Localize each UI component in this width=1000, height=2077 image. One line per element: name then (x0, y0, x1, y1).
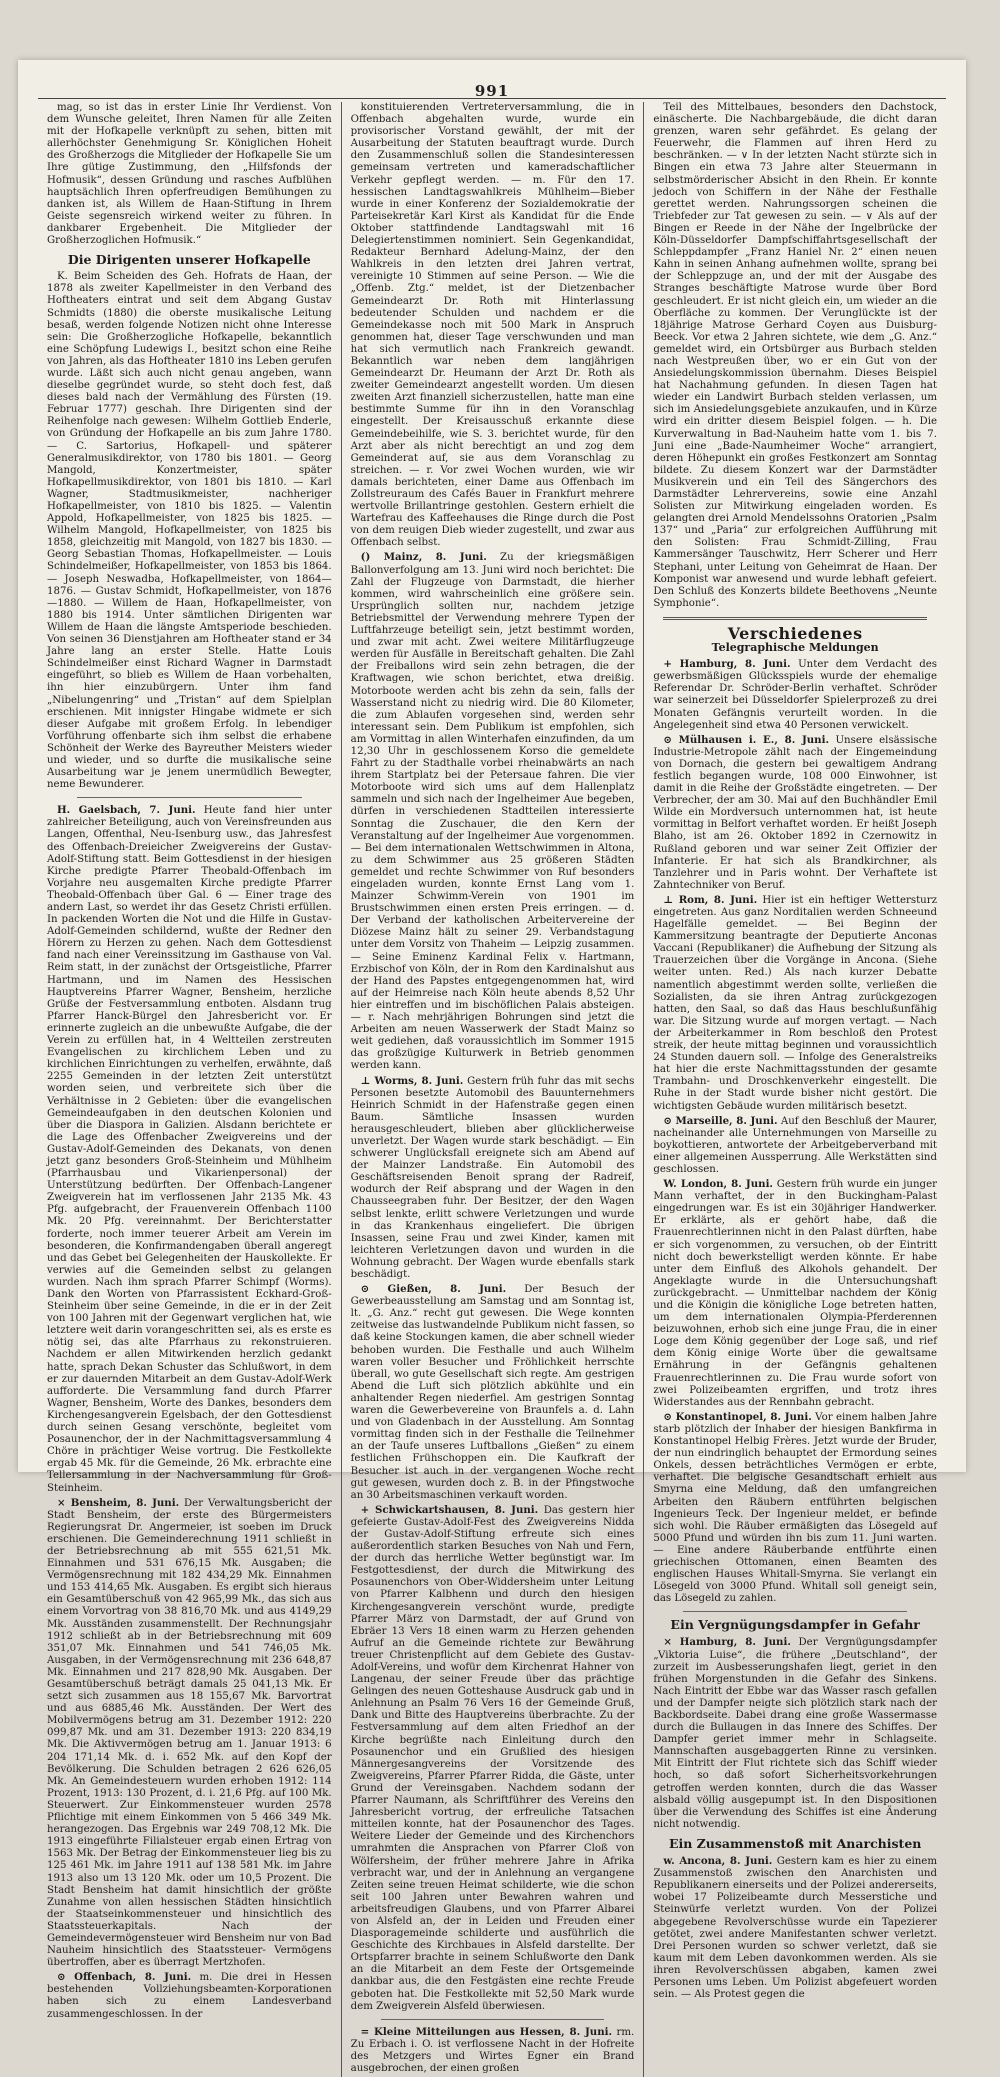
dateline: w. Ancona, 8. Juni. (663, 1855, 773, 1868)
dateline: ⊙ Marseille, 8. Juni. (663, 1114, 778, 1127)
news-text: Der Verwaltungsbericht der Stadt Bensheim, der erste des Bürgermeisters Regierungsrat Dr. Angermeier, ist soeben im Druck erschienen. Die Gemeinderechnung 1911 schließt in der Betriebsrechnung ab mit 555 621,51 Mk. Einnahmen und 531 676,15 Mk. Ausgaben; die Vermögensrechnung mit 182 434,29 Mk. Einnahmen und 153 414,65 Mk. Ausgaben. Es ergibt sich hieraus ein Gesamtüberschuß von 42 965,99 Mk., das sich aus einem Vorvortrag von 38 816,70 Mk. und aus 4149,29 Mk. Ausständen zusammenstellt. Der Rechnungsjahr 1912 schließt ab in der Betriebsrechnung mit 609 351,07 Mk. Einnahmen und 541 746,05 Mk. Ausgaben, in der Vermögensrechnung mit 236 648,87 Mk. Einnahmen und 217 828,90 Mk. Ausgaben. Der Gesamtüberschuß beträgt damals 25 041,13 Mk. Er setzt sich zusammen aus 18 155,67 Mk. Barvortrat und aus 6885,46 Mk. Ausständen. Der Wert des Mobilvermögens betrug am 31. Dezember 1912: 220 099,87 Mk. und am 31. Dezember 1913: 220 834,19 Mk. Die Aktivvermögen betrug am 1. Januar 1913: 6 204 171,14 Mk. d. i. 652 Mk. auf den Kopf der Bevölkerung. Die Schulden betragen 2 626 626,05 Mk. An Gemeindesteuern wurden erhoben 1912: 114 Prozent, 1913: 130 Prozent, d. i. 21,6 Pfg. auf 100 Mk. Steuerwert. Zur Einkommensteuer wurden 2578 Pflichtige mit einem Einkommen von 5 466 349 Mk. herangezogen. Das Ergebnis war 249 708,12 Mk. Die 1913 eingeführte Filialsteuer ergab einen Ertrag von 1563 Mk. Der Betrag der Einkommensteuer lieg bis zu 125 461 Mk. im Jahre 1911 auf 138 581 Mk. im Jahre 1913 also um 13 120 Mk. oder um 10,5 Prozent. Die Stadt Bensheim hat damit hinsichtlich der größte Zunahme von allen hessischen Städten hinsichtlich der Staatseinkommensteuer und hinsichtlich des Staatssteuerkapitals. Nach der Gemeindevermögensteuer wird Bensheim nur von Bad Nauheim hinsichtlich des Staatssteuer- Vermögens übertroffen, aber es überragt Mertzhofen. (47, 1497, 332, 1969)
news-text: m. Die drei in Hessen bestehenden Vollziehungsbeamten-Korporationen haben sich zu einem Landesverband zusammengeschlossen. In der (47, 1972, 332, 2020)
news-item (653, 734, 937, 892)
news-text: rm. Zu Erbach i. O. ist verflossene Nacht in der Hofreite des Metzgers und Wirtes Egner ein Brand ausgebrochen, der einen großen (350, 2026, 635, 2074)
separator (381, 2019, 605, 2020)
section-heading: Verschiedenes (727, 623, 863, 643)
news-text: Auf den Beschluß der Maurer, nacheinander alle Unternehmungen von Marseille zu boykottieren, antwortete der Arbeitgeberverband mit einer allgemeinen Aussperrung. Alle Werkstätten sind geschlossen. (653, 1115, 937, 1175)
news-item (653, 1178, 937, 1409)
news-item (653, 1115, 937, 1176)
separator (663, 617, 927, 620)
column-1 (38, 102, 341, 2077)
article-text: konstituierenden Vertreterversammlung, die in Offenbach abgehalten wurde, wurde ein provisorischer Vorstand gewählt, der mit der Ausarbeitung der Statuten beauftragt wurde. Durch den Zusammenschluß sollen die Standesinteressen gemeinsam vertreten und kameradschaftlicher Verkehr gepflegt werden. — m. Für den 17. hessischen Landtagswahlkreis Mühlheim—Bieber wurde in einer Konferenz der Sozialdemokratie der Parteisekretär Karl Kirst als Kandidat für die Ende Oktober stattfindende Landtagswahl mit 16 Delegiertenstimmen nominiert. Sein Gegenkandidat, Redakteur Bernhard Adelung-Mainz, der den Wahlkreis in den letzten drei Jahren vertrat, vereinigte 10 Stimmen auf seine Person. — Wie die „Offenb. Ztg.“ meldet, ist der Dietzenbacher Gemeindearzt Dr. Roth mit Hinterlassung bedeutender Schulden und nachdem er die Gemeindekasse noch mit 500 Mark in Anspruch genommen hat, dieser Tage verschwunden und man hat sich vermutlich nach Frankreich gewandt. Bekanntlich war neben dem langjährigen Gemeindearzt Dr. Heumann der Arzt Dr. Roth als zweiter Gemeindearzt angestellt worden. Um diesen zweiten Arzt finanziell sicherzustellen, hatte man eine bestimmte Summe für ihn in den Voranschlag eingestellt. Der Kreisausschuß erkannte diese Gemeindebeihilfe, wie S. 3. berichtet wurde, für den Arzt aber als nicht berechtigt an und zog dem Gemeinderat auf, sie aus dem Voranschlag zu streichen. — r. Vor zwei Wochen wurden, wie wir damals berichteten, einer Dame aus Offenbach im Zollstreuraum des Cafés Bauer in Frankfurt mehrere wertvolle Brillantringe gestohlen. Gestern erhielt die Wartefrau des Kaffeehauses die Ringe durch die Post von dem reuigen Dieb wieder zugestellt, und zwar aus Offenbach selbst. (350, 102, 635, 549)
news-item (653, 1636, 937, 1831)
column-3 (643, 102, 946, 2077)
news-item (351, 551, 635, 1072)
article-heading: Ein Zusammenstoß mit Anarchisten (668, 1835, 922, 1851)
news-item (351, 1283, 635, 1502)
news-text: Unter dem Verdacht des gewerbsmäßigen Glücksspiels wurde der ehemalige Referendar Dr. Schröder-Berlin verhaftet. Schröder war seinerzeit bei Düsseldorfer Spielerprozeß zu drei Monaten Gefängnis verurteilt worden. In die Angelegenheit sind etwa 40 Personen verwickelt. (653, 659, 937, 731)
article-heading: Ein Vergnügungsdampfer in Gefahr (670, 1617, 920, 1633)
dateline: ⊙ Offenbach, 8. Juni. (57, 1971, 192, 1984)
dateline: × Hamburg, 8. Juni. (663, 1636, 791, 1649)
article-heading: Die Dirigenten unserer Hofkapelle (67, 252, 311, 268)
dateline: = Kleine Mitteilungen aus Hessen, 8. Juni. (360, 2025, 613, 2038)
news-text: Gestern früh fuhr das mit sechs Personen besetzte Automobil des Bauunternehmers Heinrich Schmidt in der Hafenstraße gegen einen Baum. Sämtliche Insassen wurden herausgeschleudert, blieben aber glücklicherweise unverletzt. Der Wagen wurde stark beschädigt. — Ein schwerer Unglücksfall ereignete sich am Abend auf der Mainzer Landstraße. Ein Automobil des Geschäftsreisenden Benoit sprang der Radreif, wodurch der Reif absprang und der Wagen in den Chausseegraben fuhr. Der Besitzer, der den Wagen selbst lenkte, erlitt schwere Verletzungen und wurde in das Krankenhaus eingeliefert. Die übrigen Insassen, seine Frau und zwei Kinder, kamen mit leichteren Verletzungen davon und wurden in die Wohnung gebracht. Der Wagen wurde ebenfalls stark beschädigt. (350, 1075, 635, 1280)
news-item (653, 894, 937, 1113)
news-text: Heute fand hier unter zahlreicher Beteiligung, auch von Vereinsfreunden aus Langen, Offenthal, Neu-Isenburg usw., das Jahresfest des Offenbach-Dreieicher Zweigvereins der Gustav-Adolf-Stiftung statt. Beim Gottesdienst in der hiesigen Kirche predigte Pfarrer Theobald-Offenbach im Vorjahre neu ausgemalten Kirche predigte Pfarrer Theobald-Offenbach über Gal. 6 — Einer trage des andern Last, so werdet ihr das Gesetz Christi erfüllen. In packenden Worten die Not und die Hilfe in Gustav-Adolf-Gemeinden schildernd, wußte der Redner den Hörern zu Herzen zu gehen. Nach dem Gottesdienst fand nach einer Vereinssitzung im Gasthause von Val. Reim statt, in der zunächst der Ortsgeistliche, Pfarrer Hartmann, und im Namen des Hessischen Hauptvereins Pfarrer Wagner, Bensheim, herzliche Grüße der Festversammlung entboten. Alsdann trug Pfarrer Hanck-Bürgel den Jahresbericht vor. Er erinnerte zugleich an die unbewußte Aufgabe, die der Verein zu erfüllen hat, in 4 Weltteilen zerstreuten Evangelischen zu kirchlichem Leben und zu kirchlichen Einrichtungen zu verhelfen, erwähnte, daß 2255 Gemeinden in der letzten Zeit unterstützt worden seien, und verbreitete sich über die Verhältnisse in 2 Gebieten: über die evangelischen Gemeindeaufgaben in den deutschen Kolonien und über die Diaspora in Galizien. Alsdann berichtete er die Lage des Offenbacher Zweigvereins und der Gustav-Adolf-Gemeinden des Dekanats, von denen jetzt ganz besonders Groß-Steinheim und Mühlheim (Pfarrhausbau und Vikarienpersonal) der Unterstützung bedürften. Der Offenbach-Langener Zweigverein hat im verflossenen Jahr 2135 Mk. 43 Pfg. aufgebracht, der Frauenverein Offenbach 1100 Mk. 20 Pfg. vereinnahmt. Der Berichterstatter forderte, noch immer teuerer Arbeit am Verein im besonderen, die Konfirmandengaben überall angeregt und das Gebet bei Gelegenheiten der Hauskollekte. Er verwies auf die Gemeinden selbst zu gelangen wurden. Nach ihm sprach Pfarrer Schimpf (Worms). Dank den Worten von Pfarrassistent Eckhard-Groß-Steinheim über seine Gemeinde, in die er in der Zeit von 100 Jahren mit der Gegenwart verglichen hat, wie letztere weit darin vorangeschritten sei, als es erste es nötig sei, das alte Pfarrhaus zu rekonstruieren. Nachdem er allen Mitwirkenden herzlich gedankt hatte, sprach Dekan Schuster das Schlußwort, in dem er zur dauernden Mitarbeit an dem Gustav-Adolf-Werk aufforderte. Die Versammlung fand durch Pfarrer Wagner, Bensheim, Worte des Dankes, besonders dem Kirchengesangverein Egelsbach, der den Gottesdienst durch seinen Gesang verschönte, begleitet vom Posaunenchor, der in der Nachmittagsversammlung 4 Chöre in prächtiger Weise vortrug. Die Festkollekte ergab 45 Mk. für die Gemeinde, 26 Mk. erbrachte eine Tellersammlung in der Nachversammlung für Groß-Steinheim. (47, 805, 332, 1494)
news-text: Der Vergnügungsdampfer „Viktoria Luise“, die frühere „Deutschland“, der zurzeit im Ausbesserungshafen liegt, geriet in den frühen Morgenstunden in die Gefahr des Sinkens. Nach Eintritt der Ebbe war das Wasser rasch gefallen und der Dampfer neigte sich plötzlich stark nach der Backbordseite. Dabei drang eine große Wassermasse durch die Bullaugen in das Innere des Schiffes. Der Dampfer geriet immer mehr in Schlagseite. Mannschaften ausgebaggerten Rinne zu versinken. Mit Eintritt der Flut richtete sich das Schiff wieder hoch, so daß sofort Sicherheitsvorkehrungen getroffen werden konnten, durch die das Wasser alsbald völlig ausgepumpt ist. In den Dispositionen über die Verwendung des Schiffes ist eine Änderung nicht notwendig. (653, 1637, 937, 1830)
news-text: Gestern kam es hier zu einem Zusammenstoß zwischen den Anarchisten und Republikanern einerseits und der Polizei andererseits, wobei 17 Polizeibeamte durch Messerstiche und Steinwürfe verletzt wurden. Von der Polizei abgegebene Revolverschüsse wurde ein Tapezierer getötet, zwei andere Manifestanten schwer verletzt. Drei Personen wurden so schwer verletzt, daß sie kaum mit dem Leben davonkommen werden. Als sie ihren Revolverschüssen abgaben, kamen zwei Personen ums Leben. Um Polizist abgefeuert worden sein. — Als Protest gegen die (653, 1856, 937, 2001)
separator (683, 1611, 907, 1612)
article-text: mag, so ist das in erster Linie Ihr Verdienst. Von dem Wunsche geleitet, Ihren Namen für alle Zeiten mit der Hofkapelle verknüpft zu sehen, bitten mit allerhöchster Genehmigung Sr. Königlichen Hoheit des Großherzogs die Mitglieder der Hofkapelle Sie um Ihre gütige Zustimmung, den „Hilfsfonds der Hofmusik“, dessen Gründung und rasches Aufblühen hauptsächlich Ihren opferfreudigen Bemühungen zu danken ist, als Willem de Haan-Stiftung in Ihrem Geiste segensreich wirkend weiter zu führen. In dankbarer Ergebenheit. Die Mitglieder der Großherzoglichen Hofmusik.“ (47, 102, 332, 247)
news-text: Unsere elsässische Industrie-Metropole zählt nach der Eingemeindung von Dornach, die gestern bei gewaltigem Andrang festlich begangen wurde, 108 000 Einwohner, ist damit in die Reihe der Großstädte eingetreten. — Der Verbrecher, der am 30. Mai auf den Buchhändler Emil Wilde ein Mordversuch unternommen hat, ist heute vormittag in Belfort verhaftet worden. Er heißt Joseph Blaho, ist am 26. Oktober 1892 in Czernowitz in Rußland geboren und war seiner Zeit Offizier der Infanterie. Er hat sich als Brandkirchner, als Tanzlehrer und in Paris wohnt. Der Verhaftete ist Zahntechniker von Beruf. (653, 734, 937, 891)
news-item (653, 1855, 937, 2001)
dateline: ⊥ Rom, 8. Juni. (663, 893, 758, 906)
news-item (351, 1075, 635, 1282)
dateline: ⊥ Worms, 8. Juni. (360, 1074, 464, 1087)
news-item (653, 1411, 937, 1606)
dateline: ⊙ Mülhausen i. E., 8. Juni. (663, 733, 830, 746)
article-text: Teil des Mittelbaues, besonders den Dachstock, einäscherte. Die Nachbargebäude, die dicht daran grenzen, waren sehr gefährdet. Es gelang der Feuerwehr, die Flammen auf ihren Herd zu beschränken. — ∨ In der letzten Nacht stürzte sich in Bingen ein etwa 73 Jahre alter Steuermann in selbstmörderischer Absicht in den Rhein. Er konnte jedoch von Schiffern in der Nähe der Festhalle gerettet werden. Nahrungssorgen scheinen die Triebfeder zur Tat gewesen zu sein. — ∨ Als auf der Bingen er Reede in der Nähe der Ingelbrücke der Köln-Düsseldorfer Dampfschiffahrtsgesellschaft der Schleppdampfer „Franz Haniel Nr. 2“ einen neuen Kahn in seinen Anhang aufnehmen wollte, sprang bei der Schleppzuge an, und der mit der Ausgabe des Stranges beschäftigte Matrose wurde über Bord geschleudert. Er ist nicht gleich ein, um wieder an die Oberfläche zu kommen. Der Verunglückte ist der 18jährige Matrose Gerhard Coyen aus Duisburg-Beeck. Vor etwa 2 Jahren sichtete, wie dem „G. Anz.“ gemeldet wird, ein Ortsbürger aus Burbach stelden nach Westpreußen über, wo er ein Gut von der Ansiedelungskommission übernahm. Dieses Beispiel hat Nachahmung gefunden. In diesen Tagen hat wieder ein Landwirt Burbach stelden verlassen, um sich im Ansiedelungsgebiete anzukaufen, und in Kürze wird ein dritter diesem Beispiel folgen. — h. Die Kurverwaltung in Bad-Nauheim hatte vom 1. bis 7. Juni eine „Bade-Naumheimer Woche“ arrangiert, deren Höhepunkt ein großes Festkonzert am Sonntag bildete. Zu diesem Konzert war der Darmstädter Musikverein und ein Teil des Sängerchors des Darmstädter Lehrervereins, sowie eine Anzahl Solisten zur Mitwirkung eingeladen worden. Es gelangten drei Arnold Mendelssohns Oratorien „Psalm 137“ und „Paria“ zur erfolgreichen Aufführung mit den Solisten: Frau Schmidt-Zilling, Frau Kammersänger Tauschwitz, Herr Scherer und Herr Stephani, unter Leitung von Geheimrat de Haan. Der Komponist war anwesend und wurde lebhaft gefeiert. Den Schluß des Konzerts bildete Beethovens „Neunte Symphonie“. (653, 102, 937, 609)
news-item (351, 1504, 635, 2013)
news-text: Der Besuch der Gewerbeausstellung am Samstag und am Sonntag ist, lt. „G. Anz.“ recht gut gewesen. Die Wege konnten zeitweise das lustwandelnde Publikum nicht fassen, so daß keine Stockungen kamen, die aber schnell wieder behoben wurden. Die Festhalle und auch Wilhelm waren voller Besucher und Fröhlichkeit herrschte überall, wo gute Gesellschaft sich regte. Am gestrigen Abend die Luft sich plötzlich abkühlte und ein anhaltender Regen niederfiel. Am gestrigen Sonntag waren die Gewerbevereine von Braunfels a. d. Lahn und von Gladenbach in der Ausstellung. Am Sonntag vormittag finden sich in der Festhalle die Teilnehmer an der Taufe unseres Luftballons „Gießen“ zu einem festlichen Frühschoppen ein. Die Kaufkraft der Besucher ist auch in der vergangenen Woche recht gut gewesen, wurden doch z. B. in der Pfingstwoche an 30 Arbeitsmaschinen verkauft worden. (350, 1284, 635, 1501)
dateline: + Schwickartshausen, 8. Juni. (360, 1503, 539, 1516)
news-text: Das gestern hier gefeierte Gustav-Adolf-Fest des Zweigvereins Nidda der Gustav-Adolf-Stiftung erfreute sich eines außerordentlich starken Besuches von Nah und Fern, der durch das herrliche Wetter begünstigt war. Im Festgottesdienst, der durch die Mitwirkung des Posaunenchors von Ober-Widdersheim unter Leitung von Pfarrer Kalbhenn und durch den hiesigen Kirchengesangverein verschönt wurde, predigte Pfarrer März von Darmstadt, der auf Grund von Ebräer 13 Vers 18 einen warm zu Herzen gehenden Aufruf an die Gemeinde richtete zur Bewährung treuer Christenpflicht auf dem Gebiete des Gustav-Adolf-Vereins, und wofür dem Kirchenrat Hahner von Langenau, der seiner Freude über das prächtige Gelingen des neuen Gotteshause Ausdruck gab und in Anlehnung an Psalm 76 Vers 16 der Gemeinde Gruß, Dank und Bitte des Hauptvereins überbrachte. Zu der Festversammlung auf dem alten Friedhof an der Kirche begrüßte nach Einleitung durch den Posaunenchor und ein Grußlied des hiesigen Männergesangvereins der Vorsitzende des Zweigvereins, Pfarrer Pfarrer Ridda, die Gäste, unter Grund der Vereinsgaben. Nachdem sodann der Pfarrer Naumann, als Schriftführer des Vereins den Jahresbericht vortrug, der erfreuliche Tatsachen mitteilen konnte, hat der Posaunenchor des Tages. Weitere Lieder der Gemeinde und des Kirchenchors umrahmten die Ansprachen von Pfarrer Cloß von Wölfersheim, der früher mehrere Jahre in Afrika verbracht war, und der in Anlehnung an vergangene Zeiten seine treuen Heimat schilderte, wie die schon seit 100 Jahren unter Bewahren wahren und arbeitsfreudigen Glaubens, und von Pfarrer Albarei von Alsfeld an, der in Leiden und Freuden einer Diasporagemeinde schilderte und ausführlich die Geschichte des Kirchbaues in Alsfeld darstellte. Der Ortspfarrer brachte in seinem Schlußworte den Dank an die Mitarbeit an dem Feste der Ortsgemeinde dankbar aus, die den Festgästen eine rechte Freude geboten hat. Die Festkollekte mit 52,50 Mark wurde dem Zweigverein Alsfeld überwiesen. (350, 1504, 635, 2012)
separator (77, 797, 302, 798)
column-2 (341, 102, 644, 2077)
page-number: 991 (474, 82, 510, 100)
news-text: Gestern früh wurde ein junger Mann verhaftet, der in den Buckingham-Palast eingedrungen war. Es ist ein 30jähriger Handwerker. Er erklärte, als er gehört habe, daß die Frauenrechtlerinnen nicht in den Palast dürften, habe er sich vorgenommen, zu versuchen, ob der Eintritt nicht doch bewerkstelligt werden könnte. Er habe unter dem Einfluß des Alkohols gehandelt. Der Angeklagte wurde in die Untersuchungshaft zurückgebracht. — Unmittelbar nachdem der König und die Königin die königliche Loge betreten hatten, um dem internationalen Olympia-Pferderennen beizuwohnen, erhob sich eine junge Frau, die in einer Loge dem König gegenüber der Loge saß, und rief dem König einige Worte über die gewaltsame Ernährung in der Gefängnis gehaltenen Frauenrechtlerinnen zu. Die Frau wurde sofort von zwei Polizeibeamten ergriffen, und trotz ihres Widerstandes aus der Rennbahn gebracht. (653, 1179, 937, 1408)
dateline: () Mainz, 8. Juni. (360, 551, 487, 564)
news-text: Hier ist ein heftiger Wettersturz eingetreten. Aus ganz Norditalien werden Schneeund Hagelfälle gemeldet. — Bei Beginn der Kammersitzung beantragte der Deputierte Anconas Vaccani (Republikaner) die Aufhebung der Sitzung als Trauerzeichen über die Vorgänge in Ancona. (Siehe weiter unten. Red.) Als nach kurzer Debatte namentlich abgestimmt werden sollte, verließen die Sozialisten, da sie ihren Antrag zurückgezogen hatten, den Saal, so daß das Haus beschlußunfähig war. Die Sitzung wurde auf morgen vertagt. — Nach der Arbeiterkammer in Rom beschloß den Protest streik, der heute mittag beginnen und voraussichtlich 24 Stunden dauern soll. — Infolge des Generalstreiks hat hier die erste Nachmittagsstunden der gesamte Trambahn- und Droschkenverkehr eingestellt. Die Ruhe in der Stadt wurde bisher nicht gestört. Die wichtigsten Gebäude wurden militärisch besetzt. (653, 894, 937, 1112)
news-item (47, 1497, 332, 1970)
dateline: H. Gaelsbach, 7. Juni. (57, 804, 196, 817)
news-item (653, 658, 937, 732)
news-text: Zu der kriegsmäßigen Ballonverfolgung am 13. Juni wird noch berichtet: Die Zahl der Flugzeuge von Darmstadt, die hierher kommen, wird wahrscheinlich eine größere sein. Ursprünglich sollten nur, nachdem jetzige Betriebsmittel der Verwendung mehrere Typen der Luftfahrzeuge beteiligt sein, jetzt bestimmt worden, und zwar mit acht. Zwei weitere Militärflugzeuge werden für Ausfälle in Bereitschaft gehalten. Die Zahl der Freiballons wird sein zehn betragen, die der Kraftwagen, wie schon berichtet, etwa dreißig. Motorboote werden acht bis zehn da sein, falls der Wasserstand nicht zu niedrig wird. Die 80 Kilometer, die zum Ablaufen vorgesehen sind, werden sehr interessant sein. Dem Publikum ist empfohlen, sich am Vormittag in allen Winterhafen einzufinden, da um 12,30 Uhr in geschlossenem Korso die gemeldete Fahrt zu der Stadthalle vorbei rheinabwärts an nach ihrem Startplatz bei der Petersaue fahren. Die vier Motorboote wird sich ums auf dem Hallenplatz sammeln und sich nach der Ingelheimer Aue begeben, dürfen in verschiedenen Stadtteilen interessierte Sonntag die Zuschauer, die den Kern der Veranstaltung auf der Ingelheimer Aue vorgenommen. — Bei dem internationalen Wettschwimmen in Altona, zu dem Schwimmer aus 25 größeren Städten gemeldet und rechte Schwimmer von Ruf besonders eingeladen wurden, konnte Ernst Lang vom 1. Mainzer Schwimm-Verein von 1901 im Brustschwimmen einen ersten Preis erringen. — d. Der Verband der katholischen Arbeitervereine der Diözese Mainz hält zu seiner 29. Verbandstagung unter dem Vorsitz von Thaheim — Leipzig zusammen. — Seine Eminenz Kardinal Felix v. Hartmann, Erzbischof von Köln, der in Rom den Kardinalshut aus der Hand des Papstes entgegengenommen hat, wird auf der Heimreise nach Köln heute abends 8,52 Uhr hier eintreffen und im bischöflichen Palais absteigen. — r. Nach mehrjährigen Bohrungen sind jetzt die Arbeiten am neuen Wasserwerk der Stadt Mainz so weit gediehen, daß voraussichtlich im Sommer 1915 das großzügige Kulturwerk in Betrieb genommen werden kann. (350, 552, 635, 1072)
news-item (47, 804, 332, 1494)
article-text: K. Beim Scheiden des Geh. Hofrats de Haan, der 1878 als zweiter Kapellmeister in den Verband des Hoftheaters eintrat und seit dem Abgang Gustav Schmidts (1880) die oberste musikalische Leitung besaß, werden folgende Notizen nicht ohne Interesse sein: Die Großherzogliche Hofkapelle, bekanntlich eine Schöpfung Ludewigs I., besitzt schon eine Reihe von Jahren, als das Hoftheater 1810 ins Leben gerufen wurde. Läßt sich auch nicht genau angeben, wann dieselbe gegründet wurde, so steht doch fest, daß dieses bald nach der Vermählung des Fürsten (19. Februar 1777) geschah. Ihre Dirigenten sind der Reihenfolge nach gewesen: Wilhelm Gottlieb Enderle, von Gründung der Hofkapelle an bis zum Jahre 1780. — C. Sartorius, Hofkapell- und späterer Generalmusikdirektor, von 1780 bis 1801. — Georg Mangold, Konzertmeister, später Hofkapellmusikdirektor, von 1801 bis 1810. — Karl Wagner, Stadtmusikmeister, nachheriger Hofkapellmeister, von 1810 bis 1825. — Valentin Appold, Hofkapellmeister, von 1825 bis 1825. — Wilhelm Mangold, Hofkapellmeister, von 1825 bis 1858, gleichzeitig mit Mangold, von 1827 bis 1830. — Georg Sebastian Thomas, Hofkapellmeister. — Louis Schindelmeißer, Hofkapellmeister, von 1853 bis 1864. — Joseph Neswadba, Hofkapellmeister, von 1864—1876. — Gustav Schmidt, Hofkapellmeister, von 1876—1880. — Willem de Haan, Hofkapellmeister, von 1880 bis 1914. Unter sämtlichen Dirigenten war Willem de Haan die längste Amtsperiode beschieden. Von seinen 36 Dienstjahren am Hoftheater stand er 34 Jahre lang an erster Stelle. Hatte Louis Schindelmeißer einst Richard Wagner in Darmstadt eingeführt, so blieb es Willem de Haan vorbehalten, ihn hier einzubürgern. Unter ihm fand „Nibelungenring“ und „Tristan“ auf dem Spielplan erschienen. Mit innigster Hingabe widmete er sich dieser Aufgabe mit großem Erfolg. In lebendiger Vorführung offenbarte sich ihm selbst die erhabene Schönheit der Werke des Bayreuther Meisters wieder und wieder, und so durfte die musikalische seine Ausarbeitung war je jenem unermüdlich Bewegter, neme Bewunderer. (47, 271, 332, 791)
news-item (47, 1971, 332, 2020)
section-subheading: Telegraphische Meldungen (711, 641, 879, 655)
dateline: W. London, 8. Juni. (663, 1178, 773, 1191)
article-columns (38, 102, 946, 2074)
dateline: ⊙ Gießen, 8. Juni. (360, 1283, 507, 1296)
dateline: + Hamburg, 8. Juni. (663, 658, 791, 671)
news-item (351, 2026, 635, 2075)
news-text: Vor einem halben Jahre starb plötzlich der Inhaber der hiesigen Bankfirma in Konstantinopel Helbig Frères. Jetzt wurde der Bruder, der nun eindringlich behauptet der Ermordung seines Onkels, dessen beträchtliches Vermögen er erbte, verhaftet. Die belgische Gesandtschaft erhielt aus Smyrna eine Meldung, daß den umfangreichen Arbeiten den Räubern entführten belgischen Ingenieurs Teck. Der Ingenieur meldet, er befinde sich wohl. Die Räuber ermäßigten das Lösegeld auf 5000 Pfund und würden ihn bis zum 11. Juni warten. — Eine andere Räuberbande entführte einen griechischen Ottomanen, einen Beamten des englischen Hauses Whitall-Smyrna. Sie verlangt ein Lösegeld von 3000 Pfund. Whitall soll geneigt sein, das Lösegeld zu zahlen. (653, 1411, 937, 1605)
dateline: ⊙ Konstantinopel, 8. Juni. (663, 1410, 812, 1423)
newspaper-page (18, 60, 966, 2074)
dateline: × Bensheim, 8. Juni. (57, 1496, 180, 1509)
header-rule (38, 98, 946, 99)
